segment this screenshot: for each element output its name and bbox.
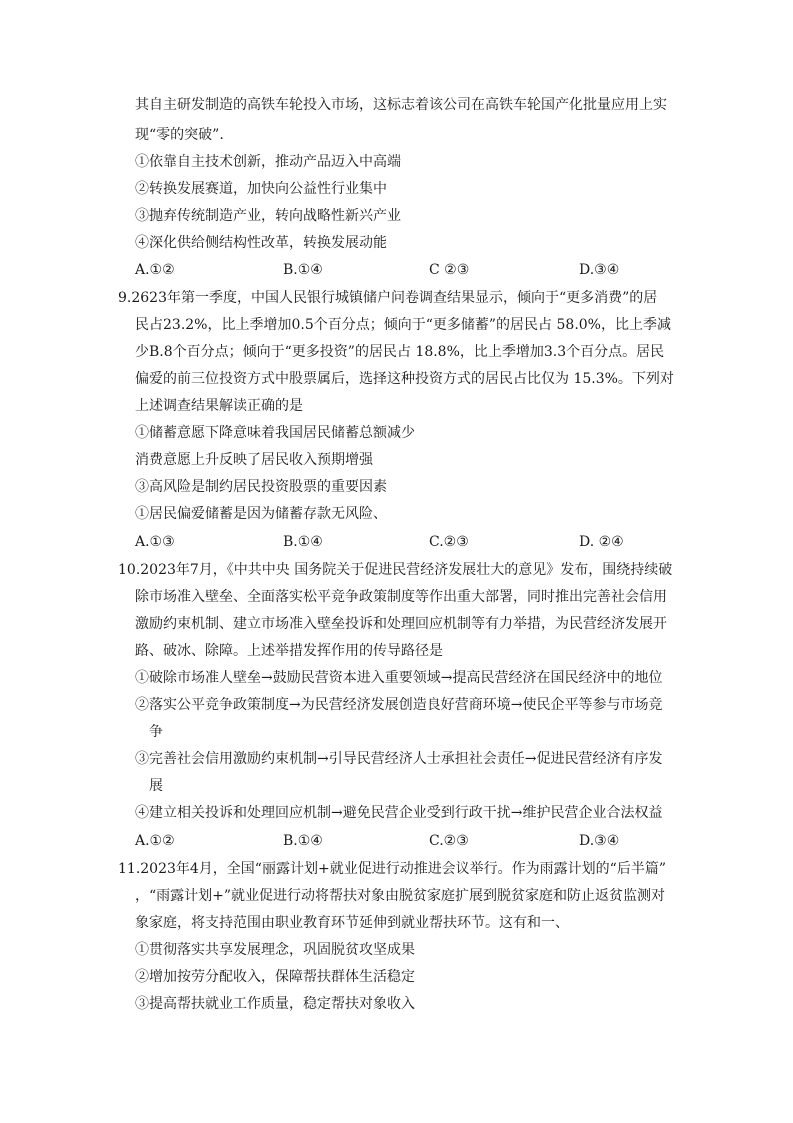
q10-item-1: ①破除市场准人壁垒→鼓励民营资本进入重要领域→提高民营经济在国民经济中的地位 (135, 670, 663, 686)
q10-stem-line-1: 10.2023年7月，《中共中央 国务院关于促进民营经济发展壮大的意见》发布，围绕持续破 (118, 562, 673, 578)
q8-item-2: ②转换发展赛道，加快向公益性行业集中 (135, 181, 387, 197)
q11-item-3: ③提高帮扶就业工作质量，稳定帮扶对象收入 (135, 996, 415, 1012)
q9-item-3: ③高风险是制约居民投资股票的重要因素 (135, 479, 387, 495)
q8-option-b[interactable]: B.①④ (283, 262, 323, 278)
q8-options (135, 260, 675, 280)
q8-stem-line-1: 其自主研发制造的高铁车轮投入市场，这标志着该公司在高铁车轮国产化批量应用上实 (135, 97, 667, 113)
q10-item-2-line-2: 争 (149, 724, 163, 740)
q11-stem-line-2: ，“雨露计划+”就业促进行动将帮扶对象由脱贫家庭扩展到脱贫家庭和防止返贫监测对 (135, 888, 666, 904)
q9-option-b[interactable]: B.①④ (283, 534, 323, 550)
q10-stem-line-2: 除市场准入壁垒、全面落实松平竞争政策制度等作出重大部署，同时推出完善社会信用 (135, 589, 667, 605)
q8-option-d[interactable]: D.③④ (579, 262, 620, 278)
q8-item-1: ①依靠自主技术创新，推动产品迈入中高端 (135, 154, 401, 170)
q10-option-a[interactable]: A.①② (135, 833, 175, 849)
q11-item-1: ①贯彻落实共享发展理念，巩固脱贫攻坚成果 (135, 942, 415, 958)
q9-stem-line-5: 上述调查结果解读正确的是 (135, 398, 303, 414)
q10-item-3-line-1: ③完善社会信用激励约束机制→引导民营经济人士承担社会责任→促进民营经济有序发 (135, 751, 663, 767)
q8-option-c[interactable]: C ②③ (429, 262, 470, 278)
q11-stem-line-3: 象家庭，将支持范围由职业教育环节延伸到就业帮扶环节。这有和一、 (135, 915, 569, 931)
q10-option-d[interactable]: D.③④ (579, 833, 620, 849)
q9-options (135, 532, 675, 552)
q9-stem-line-4: 偏爱的前三位投资方式中股票属后，选择这种投资方式的居民占比仅为 15.3%。下列对 (135, 371, 674, 387)
q8-item-3: ③抛弃传统制造产业，转向战略性新兴产业 (135, 208, 401, 224)
q10-stem-line-3: 激励约束机制、建立市场准入壁垒投诉和处理回应机制等有力举措，为民营经济发展开 (135, 616, 667, 632)
q11-item-2: ②增加按劳分配收入，保障帮扶群体生活稳定 (135, 969, 415, 985)
q10-item-4: ④建立相关投诉和处理回应机制→避免民营企业受到行政干扰→维护民营企业合法权益 (135, 805, 663, 821)
q9-item-4: ①居民偏爱储蓄是因为储蓄存款无风险、 (135, 506, 387, 522)
q9-stem-line-2: 民占23.2%，比上季增加0.5个百分点；倾向于“更多储蓄”的居民占 58.0%，比上季减 (135, 317, 671, 333)
q10-stem-line-4: 路、破冰、除障。上述举措发挥作用的传导路径是 (135, 643, 443, 659)
q9-stem-line-3: 少B.8个百分点；倾向于“更多投资”的居民占 18.8%，比上季增加3.3个百分点。居民 (135, 344, 665, 360)
q9-item-2: 消费意愿上升反映了居民收入预期增强 (135, 452, 373, 468)
q8-item-4: ④深化供给侧结构性改革，转换发展动能 (135, 235, 387, 251)
q10-options (135, 831, 675, 851)
q8-stem-line-2: 现“零的突破”. (135, 127, 224, 143)
q10-item-2-line-1: ②落实公平竞争政策制度→为民营经济发展创造良好营商环境→使民企平等参与市场竞 (135, 697, 663, 713)
q10-option-b[interactable]: B.①④ (283, 833, 323, 849)
q10-option-c[interactable]: C.②③ (429, 833, 469, 849)
q9-stem-line-1: 9.2623年第一季度，中国人民银行城镇储户问卷调查结果显示，倾向于“更多消费”的居 (118, 290, 658, 306)
q9-option-a[interactable]: A.①③ (135, 534, 175, 550)
q8-option-a[interactable]: A.①② (135, 262, 175, 278)
q10-item-3-line-2: 展 (149, 778, 163, 794)
q9-option-c[interactable]: C.②③ (429, 534, 469, 550)
q9-item-1: ①储蓄意愿下降意味着我国居民储蓄总额减少 (135, 425, 415, 441)
q9-option-d[interactable]: D. ②④ (579, 534, 624, 550)
q11-stem-line-1: 11.2023年4月，全国“丽露计划+就业促进行动推进会议举行。作为雨露计划的“后半篇” (118, 861, 667, 877)
